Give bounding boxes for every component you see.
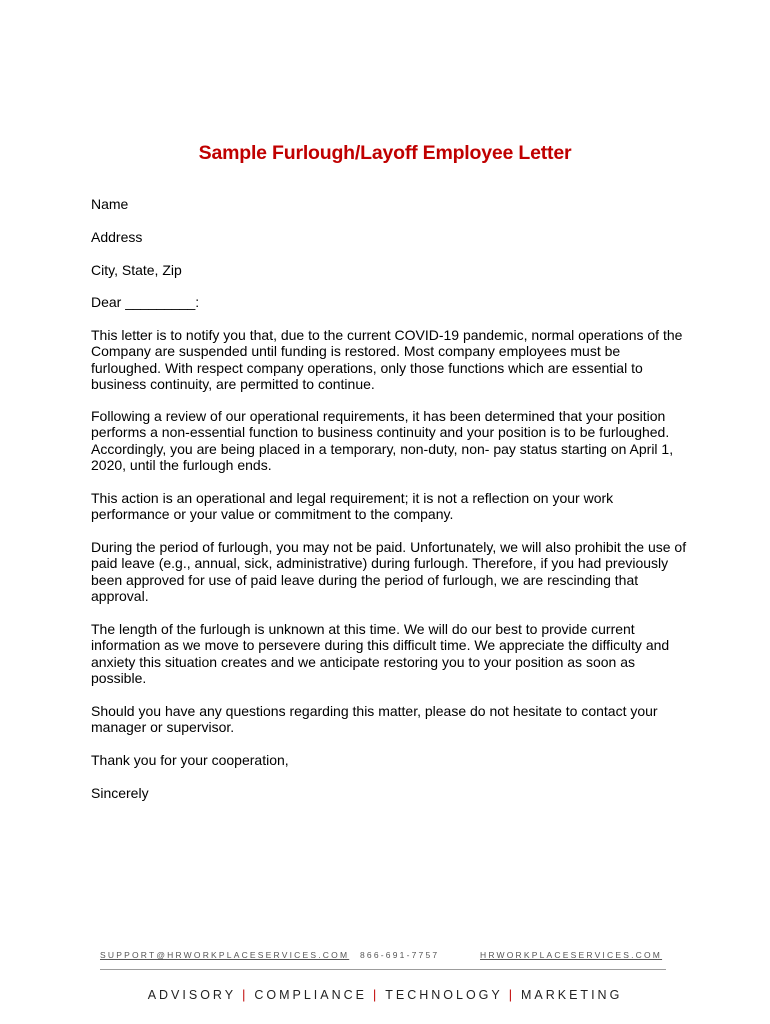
tagline-separator: | [508,988,515,1002]
paragraph-duration: The length of the furlough is unknown at this time. We will do our best to provide current information as we move to persevere during this difficult time. We appreciate the difficulty and anxiety this situation creates and we anticipate restoring you to your position as soon as possible. [91,621,670,686]
recipient-address-line: Address [91,229,143,245]
footer-website-link[interactable]: HRWORKPLACESERVICES.COM [480,950,663,960]
thanks-line: Thank you for your cooperation, [91,752,289,768]
paragraph-requirement: This action is an operational and legal requirement; it is not a reflection on your work performance or your value or commitment to the company. [91,490,614,523]
footer-divider [100,969,666,970]
paragraph-paid-leave: During the period of furlough, you may not be paid. Unfortunately, we will also prohibit the use of paid leave (e.g., annual, sick, administrative) during furlough. Therefore, if you had previously been approved for use of paid leave during the period of furlough, we are rescinding that approval. [91,539,687,604]
footer-phone: 866-691-7757 [360,950,440,960]
recipient-city-line: City, State, Zip [91,262,182,278]
paragraph-notice: This letter is to notify you that, due to the current COVID-19 pandemic, normal operations of the Company are suspended until funding is restored. Most company employees must be furloughed. With respect company operations, only those functions which are essential to business continuity, are permitted to continue. [91,327,683,392]
tagline-marketing: MARKETING [520,988,623,1002]
tagline-compliance: COMPLIANCE [254,988,367,1002]
paragraph-questions: Should you have any questions regarding this matter, please do not hesitate to contact your manager or supervisor. [91,703,658,736]
footer-tagline [0,988,770,1002]
recipient-name-line: Name [91,196,129,212]
salutation: Dear _________: [91,294,200,310]
tagline-advisory: ADVISORY [147,988,237,1002]
paragraph-review: Following a review of our operational requirements, it has been determined that your position performs a non-essential function to business continuity and your position is to be furloughed. Accordingly, you are being placed in a temporary, non-duty, non- pay status starting on April 1, 2020, until the furlough ends. [91,408,674,473]
closing-line: Sincerely [91,785,149,801]
tagline-separator: | [372,988,380,1002]
tagline-separator: | [242,988,249,1002]
letter-title: Sample Furlough/Layoff Employee Letter [198,142,572,164]
tagline-technology: TECHNOLOGY [385,988,503,1002]
footer-email-link[interactable]: SUPPORT@HRWORKPLACESERVICES.COM [100,950,350,960]
